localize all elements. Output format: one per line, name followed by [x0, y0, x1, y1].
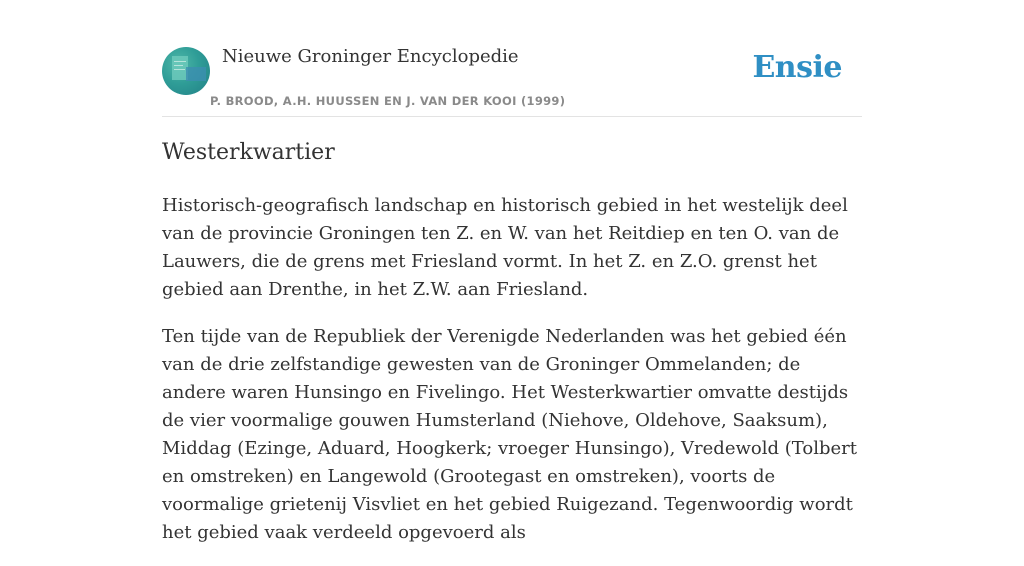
ensie-logo-link[interactable]: Ensie — [752, 50, 842, 85]
cover-line — [174, 69, 185, 70]
cover-line — [174, 65, 183, 66]
book-title[interactable]: Nieuwe Groninger Encyclopedie — [222, 46, 519, 67]
cover-line — [174, 61, 186, 62]
entry-paragraph: Ten tijde van de Republiek der Verenigde Nederlanden was het gebied één van de drie zelfstandige gewesten van de Groninger Ommelanden; de andere waren Hunsingo en Fivelingo. Het Westerkwartier omvatte destijds de vier voormalige gouwen Humsterland (Niehove, Oldehove, Saaksum), Middag (Ezinge, Aduard, Hoogkerk; vroeger Hunsingo), Vredewold (Tolbert en omstreken) en Langewold (Grootegast en omstreken), voorts de voormalige grietenij Visvliet en het gebied Ruigezand. Tegenwoordig wordt het gebied vaak verdeeld opgevoerd als — [162, 326, 857, 543]
page-container — [162, 0, 862, 543]
book-authors: P. BROOD, A.H. HUUSSEN EN J. VAN DER KOOI (1999) — [210, 94, 566, 108]
header — [162, 0, 862, 117]
entry-body — [162, 192, 862, 566]
book-cover-icon[interactable] — [162, 47, 210, 95]
entry-title: Westerkwartier — [162, 140, 335, 165]
cover-map-shape-secondary — [186, 67, 206, 81]
entry-paragraph: Historisch-geografisch landschap en historisch gebied in het westelijk deel van de provincie Groningen ten Z. en W. van het Reitdiep en ten O. van de Lauwers, die de grens met Friesland vormt. In het Z. en Z.O. grenst het gebied aan Drenthe, in het Z.W. aan Friesland. — [162, 195, 848, 300]
